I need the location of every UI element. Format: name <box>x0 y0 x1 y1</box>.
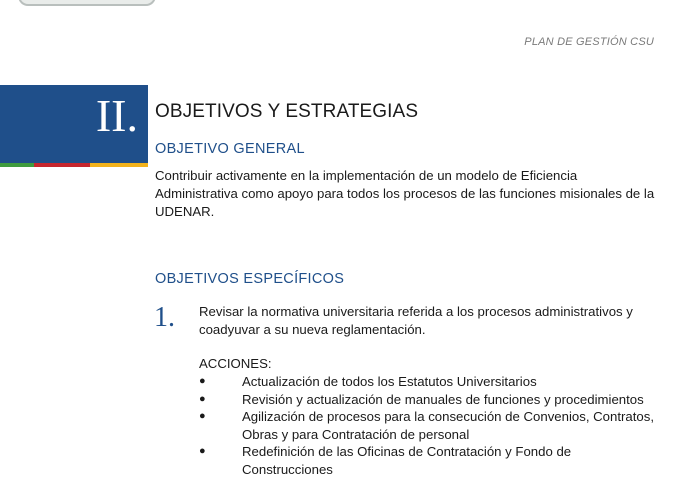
general-objective-heading: OBJETIVO GENERAL <box>155 141 305 157</box>
action-item <box>199 408 659 443</box>
flag-color-stripe <box>0 163 148 167</box>
bullet-icon: ● <box>199 445 206 457</box>
action-text: Revisión y actualización de manuales de funciones y procedimientos <box>242 391 644 407</box>
page-top-tab <box>18 0 156 6</box>
chapter-numeral: II. <box>95 90 138 141</box>
bullet-icon: ● <box>199 410 206 422</box>
general-objective-text: Contribuir activamente en la implementación de un modelo de Eficiencia Administrativa como apoyo para todos los procesos de las funciones misionales de la UDENAR. <box>155 168 655 219</box>
action-item <box>199 443 659 478</box>
stripe-green <box>0 163 34 167</box>
running-header: PLAN DE GESTIÓN CSU <box>524 36 654 48</box>
chapter-number-block <box>0 85 148 163</box>
action-item <box>199 391 659 409</box>
specific-objectives-heading: OBJETIVOS ESPECÍFICOS <box>155 271 345 287</box>
section-title: OBJETIVOS Y ESTRATEGIAS <box>155 101 419 122</box>
objective-number: 1. <box>154 302 175 333</box>
bullet-icon: ● <box>199 392 206 405</box>
objective-text: Revisar la normativa universitaria referida a los procesos administrativos y coadyuvar a su nueva reglamentación. <box>199 304 633 337</box>
action-list <box>199 373 659 478</box>
stripe-yellow <box>90 163 148 167</box>
action-item <box>199 373 659 391</box>
bullet-icon: ● <box>199 375 206 387</box>
actions-label: ACCIONES: <box>199 356 272 371</box>
action-text: Agilización de procesos para la consecución de Convenios, Contratos, Obras y para Contratación de personal <box>242 409 654 442</box>
stripe-red <box>34 163 90 167</box>
action-text: Actualización de todos los Estatutos Universitarios <box>242 374 537 389</box>
action-text: Redefinición de las Oficinas de Contratación y Fondo de Construcciones <box>242 444 572 477</box>
